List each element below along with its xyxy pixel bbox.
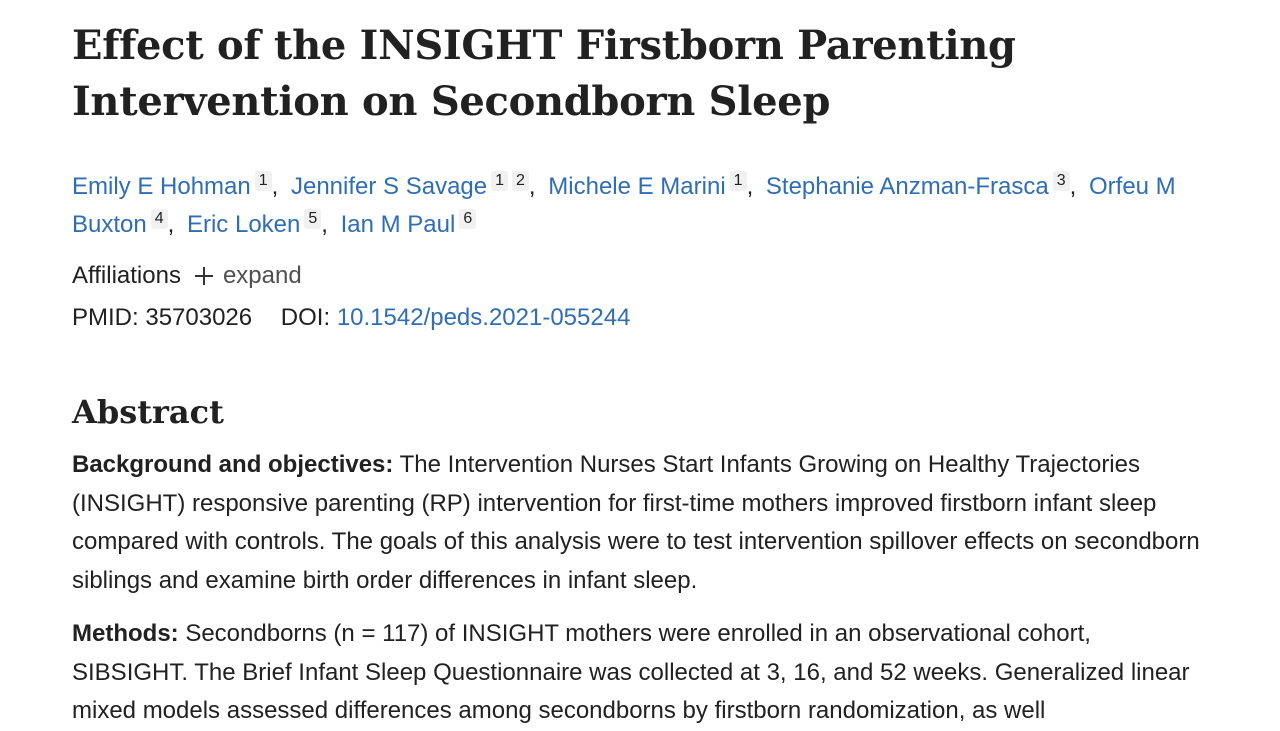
author-link[interactable]: Stephanie Anzman-Frasca [765,173,1049,200]
identifiers-row [72,300,1208,336]
abstract-section-text: The Intervention Nurses Start Infants Growing on Healthy Trajectories (INSIGHT) responsive parenting (RP) intervention for first-time mothers improved firstborn infant sleep compared with controls. The goals of this analysis were to test intervention spillover effects on secondborn siblings and examine birth order differences in infant sleep. [72,451,1200,594]
doi-label: DOI: [280,304,331,331]
abstract-section-label: Methods: [72,620,179,647]
author-link[interactable]: Eric Loken [186,211,301,238]
expand-label: expand [222,262,302,289]
abstract-section-text: Secondborns (n = 117) of INSIGHT mothers were enrolled in an observational cohort, SIBSIGHT. The Brief Infant Sleep Questionnaire was collected at 3, 16, and 52 weeks. Generalized linear mixed models assessed differences among secondborns by firstborn randomization, as well [72,620,1190,724]
pmid-value: 35703026 [145,304,253,331]
pmid-label: PMID: [72,304,139,331]
affiliation-number[interactable]: 4 [151,209,168,229]
abstract-methods [72,615,1212,731]
author-separator: , [321,211,328,238]
affiliation-number[interactable]: 1 [491,171,508,191]
doi-link[interactable]: 10.1542/peds.2021-055244 [336,304,631,331]
plus-icon [195,267,213,285]
author-separator: , [1069,173,1077,200]
affiliations-label: Affiliations [72,262,181,289]
abstract-section-label: Background and objectives: [72,451,394,478]
affiliation-number[interactable]: 1 [730,171,747,191]
author-link[interactable]: Michele E Marini [548,173,726,200]
abstract-background [72,446,1212,600]
author-list [72,168,1208,244]
author-separator: , [167,211,175,238]
author-link[interactable]: Emily E Hohman [72,173,251,200]
author-link[interactable]: Orfeu M Buxton [72,173,1176,238]
article-title: Effect of the INSIGHT Firstborn Parenting Intervention on Secondborn Sleep [72,22,1016,125]
author-separator: , [746,173,754,200]
affiliation-number[interactable]: 5 [304,209,321,229]
author-separator: , [528,173,536,200]
affiliation-number[interactable]: 3 [1053,171,1070,191]
affiliation-number[interactable]: 6 [459,209,476,229]
author-separator: , [271,173,279,200]
affiliation-number[interactable]: 1 [255,171,272,191]
affiliations-expand-button[interactable] [195,258,302,294]
affiliations-row [72,258,1208,294]
author-link[interactable]: Jennifer S Savage [290,173,488,200]
author-link[interactable]: Ian M Paul [340,211,456,238]
abstract-heading: Abstract [72,393,224,431]
affiliation-number[interactable]: 2 [512,171,529,191]
